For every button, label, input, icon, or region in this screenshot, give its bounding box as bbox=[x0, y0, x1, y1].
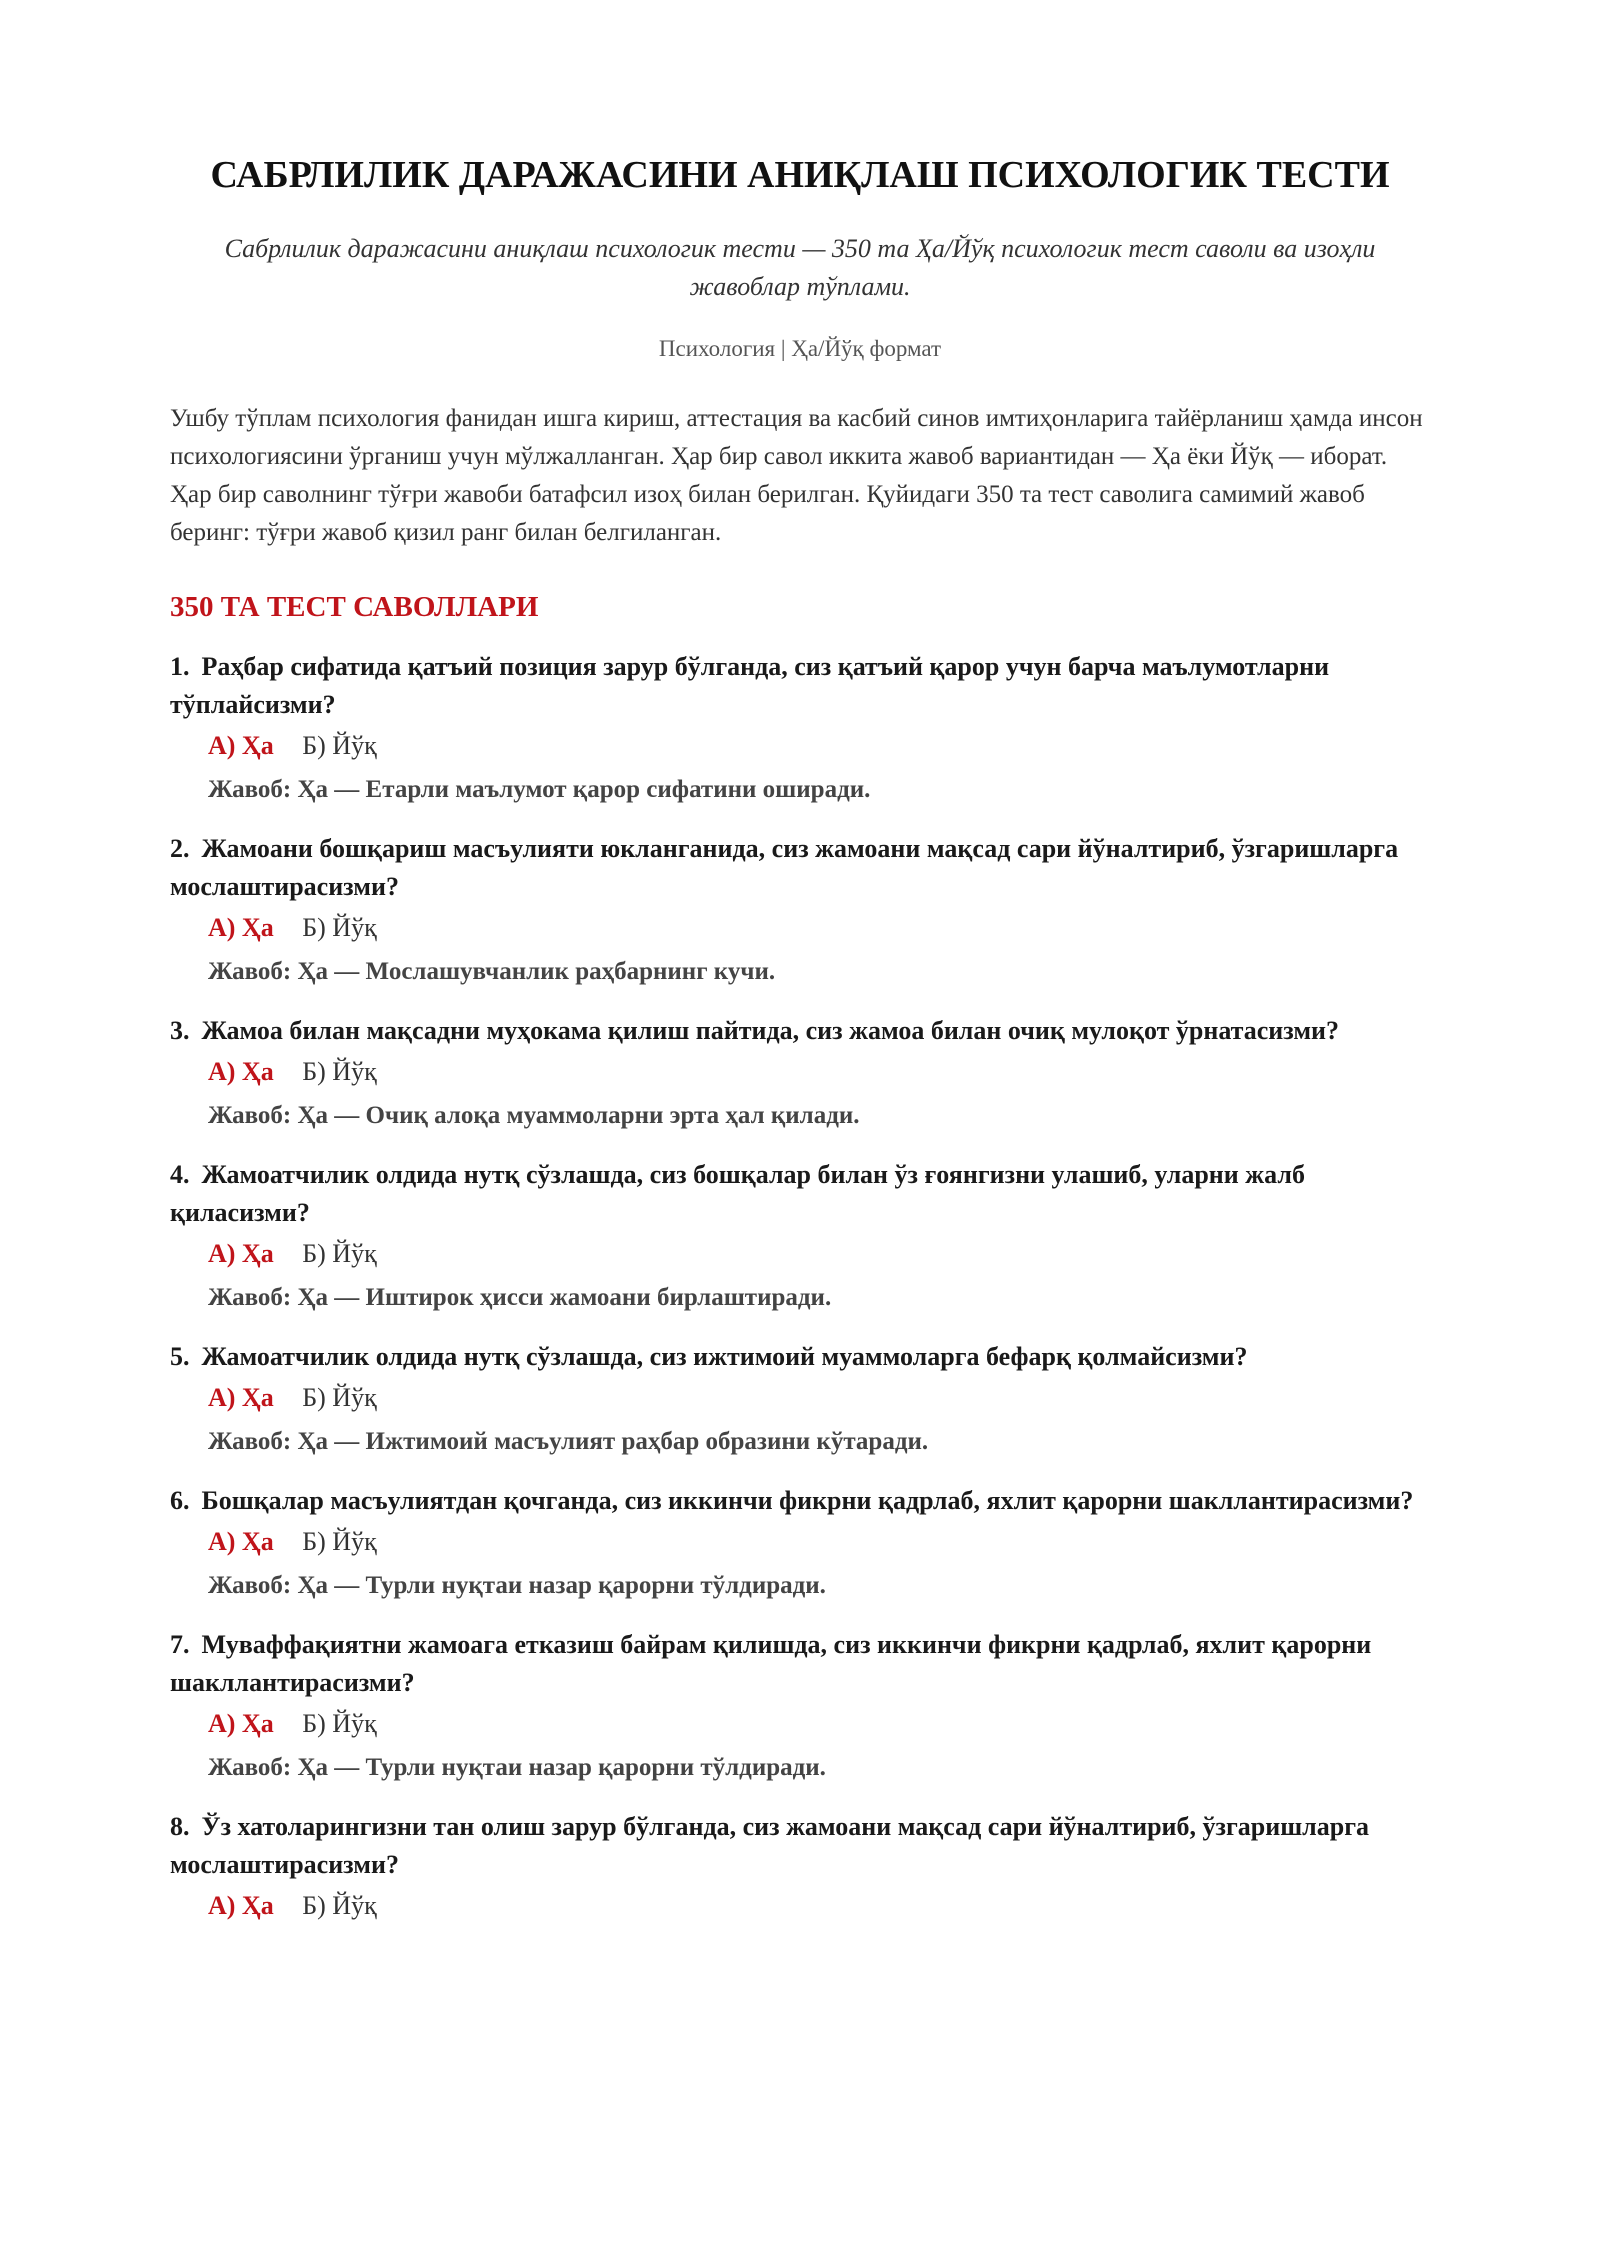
intro-paragraph: Ушбу тўплам психология фанидан ишга кириш, аттестация ва касбий синов имтиҳонларига тайёрланиш ҳамда инсон психологиясини ўрганиш учун мўлжалланган. Ҳар бир савол иккита жавоб вариантидан — Ҳа ёки Йўқ — иборат. Ҳар бир саволнинг тўғри жавоби батафсил изоҳ билан берилган. Қуйидаги 350 та тест саволига самимий жавоб беринг: тўғри жавоб қизил ранг билан белгиланган. bbox=[170, 405, 1423, 546]
question-text bbox=[170, 1156, 1430, 1232]
question-body: Жамоатчилик олдида нутқ сўзлашда, сиз бошқалар билан ўз ғоянгизни улашиб, уларни жалб қиласизми? bbox=[170, 1160, 1305, 1227]
question-text bbox=[170, 1626, 1430, 1702]
question-body: Жамоатчилик олдида нутқ сўзлашда, сиз ижтимоий муаммоларга бефарқ қолмайсизми? bbox=[201, 1342, 1248, 1371]
answer-explanation: Жавоб: Ҳа — Очиқ алоқа муаммоларни эрта ҳал қилади. bbox=[208, 1102, 860, 1129]
option-b: Б) Йўқ bbox=[302, 1891, 377, 1920]
answer-explanation: Жавоб: Ҳа — Ижтимоий масъулият раҳбар образини кўтаради. bbox=[208, 1428, 929, 1455]
question-body: Жамоани бошқариш масъулияти юкланганида, сиз жамоани мақсад сари йўналтириб, ўзгаришларга мослаштирасизми? bbox=[170, 834, 1399, 901]
question-text bbox=[170, 1808, 1430, 1884]
option-b: Б) Йўқ bbox=[302, 731, 377, 760]
answer-explanation: Жавоб: Ҳа — Етарли маълумот қарор сифатини оширади. bbox=[208, 776, 871, 803]
option-a-correct: А) Ҳа bbox=[208, 1383, 274, 1412]
question-item bbox=[170, 648, 1430, 808]
answer-explanation: Жавоб: Ҳа — Турли нуқтаи назар қарорни тўлдиради. bbox=[208, 1754, 826, 1781]
answer-options bbox=[208, 1380, 1430, 1416]
question-item bbox=[170, 1808, 1430, 1924]
document-subtitle: Сабрлилик даражасини аниқлаш психологик тести — 350 та Ҳа/Йўқ психологик тест саволи ва изоҳли жавоблар тўплами. bbox=[224, 234, 1376, 301]
section-heading: 350 ТА ТЕСТ САВОЛЛАРИ bbox=[170, 591, 539, 623]
option-a-correct: А) Ҳа bbox=[208, 1527, 274, 1556]
answer-options bbox=[208, 910, 1430, 946]
answer-explanation: Жавоб: Ҳа — Мослашувчанлик раҳбарнинг кучи. bbox=[208, 958, 776, 985]
answer-options bbox=[208, 728, 1430, 764]
question-text bbox=[170, 830, 1430, 906]
question-item bbox=[170, 1156, 1430, 1316]
question-text bbox=[170, 1012, 1430, 1050]
question-body: Раҳбар сифатида қатъий позиция зарур бўлганда, сиз қатъий қарор учун барча маълумотларни тўплайсизми? bbox=[170, 652, 1330, 719]
question-number: 1. bbox=[170, 652, 190, 681]
question-number: 7. bbox=[170, 1630, 190, 1659]
question-item bbox=[170, 1482, 1430, 1604]
question-number: 2. bbox=[170, 834, 190, 863]
answer-options bbox=[208, 1524, 1430, 1560]
document-meta: Психология | Ҳа/Йўқ формат bbox=[658, 336, 942, 361]
question-list bbox=[170, 648, 1430, 1924]
question-number: 4. bbox=[170, 1160, 190, 1189]
question-text bbox=[170, 648, 1430, 724]
question-text bbox=[170, 1338, 1430, 1376]
question-body: Муваффақиятни жамоага етказиш байрам қилишда, сиз иккинчи фикрни қадрлаб, яхлит қарорни шакллантирасизми? bbox=[170, 1630, 1372, 1697]
answer-options bbox=[208, 1706, 1430, 1742]
option-b: Б) Йўқ bbox=[302, 913, 377, 942]
question-item bbox=[170, 1338, 1430, 1460]
option-a-correct: А) Ҳа bbox=[208, 913, 274, 942]
answer-explanation: Жавоб: Ҳа — Иштирок ҳисси жамоани бирлаштиради. bbox=[208, 1284, 832, 1311]
question-body: Жамоа билан мақсадни муҳокама қилиш пайтида, сиз жамоа билан очиқ мулоқот ўрнатасизми? bbox=[201, 1016, 1340, 1045]
answer-options bbox=[208, 1054, 1430, 1090]
option-b: Б) Йўқ bbox=[302, 1383, 377, 1412]
question-body: Ўз хатоларингизни тан олиш зарур бўлганда, сиз жамоани мақсад сари йўналтириб, ўзгаришларга мослаштирасизми? bbox=[170, 1812, 1370, 1879]
question-number: 8. bbox=[170, 1812, 190, 1841]
option-b: Б) Йўқ bbox=[302, 1239, 377, 1268]
question-text bbox=[170, 1482, 1430, 1520]
option-a-correct: А) Ҳа bbox=[208, 1709, 274, 1738]
option-a-correct: А) Ҳа bbox=[208, 1891, 274, 1920]
answer-options bbox=[208, 1236, 1430, 1272]
page-title: САБРЛИЛИК ДАРАЖАСИНИ АНИҚЛАШ ПСИХОЛОГИК ТЕСТИ bbox=[210, 154, 1390, 196]
question-item bbox=[170, 1012, 1430, 1134]
option-b: Б) Йўқ bbox=[302, 1709, 377, 1738]
option-a-correct: А) Ҳа bbox=[208, 1057, 274, 1086]
question-number: 6. bbox=[170, 1486, 190, 1515]
question-item bbox=[170, 1626, 1430, 1786]
option-b: Б) Йўқ bbox=[302, 1527, 377, 1556]
option-a-correct: А) Ҳа bbox=[208, 731, 274, 760]
option-a-correct: А) Ҳа bbox=[208, 1239, 274, 1268]
question-number: 3. bbox=[170, 1016, 190, 1045]
answer-explanation: Жавоб: Ҳа — Турли нуқтаи назар қарорни тўлдиради. bbox=[208, 1572, 826, 1599]
option-b: Б) Йўқ bbox=[302, 1057, 377, 1086]
question-item bbox=[170, 830, 1430, 990]
answer-options bbox=[208, 1888, 1430, 1924]
question-body: Бошқалар масъулиятдан қочганда, сиз иккинчи фикрни қадрлаб, яхлит қарорни шакллантирасизми? bbox=[201, 1486, 1414, 1515]
question-number: 5. bbox=[170, 1342, 190, 1371]
